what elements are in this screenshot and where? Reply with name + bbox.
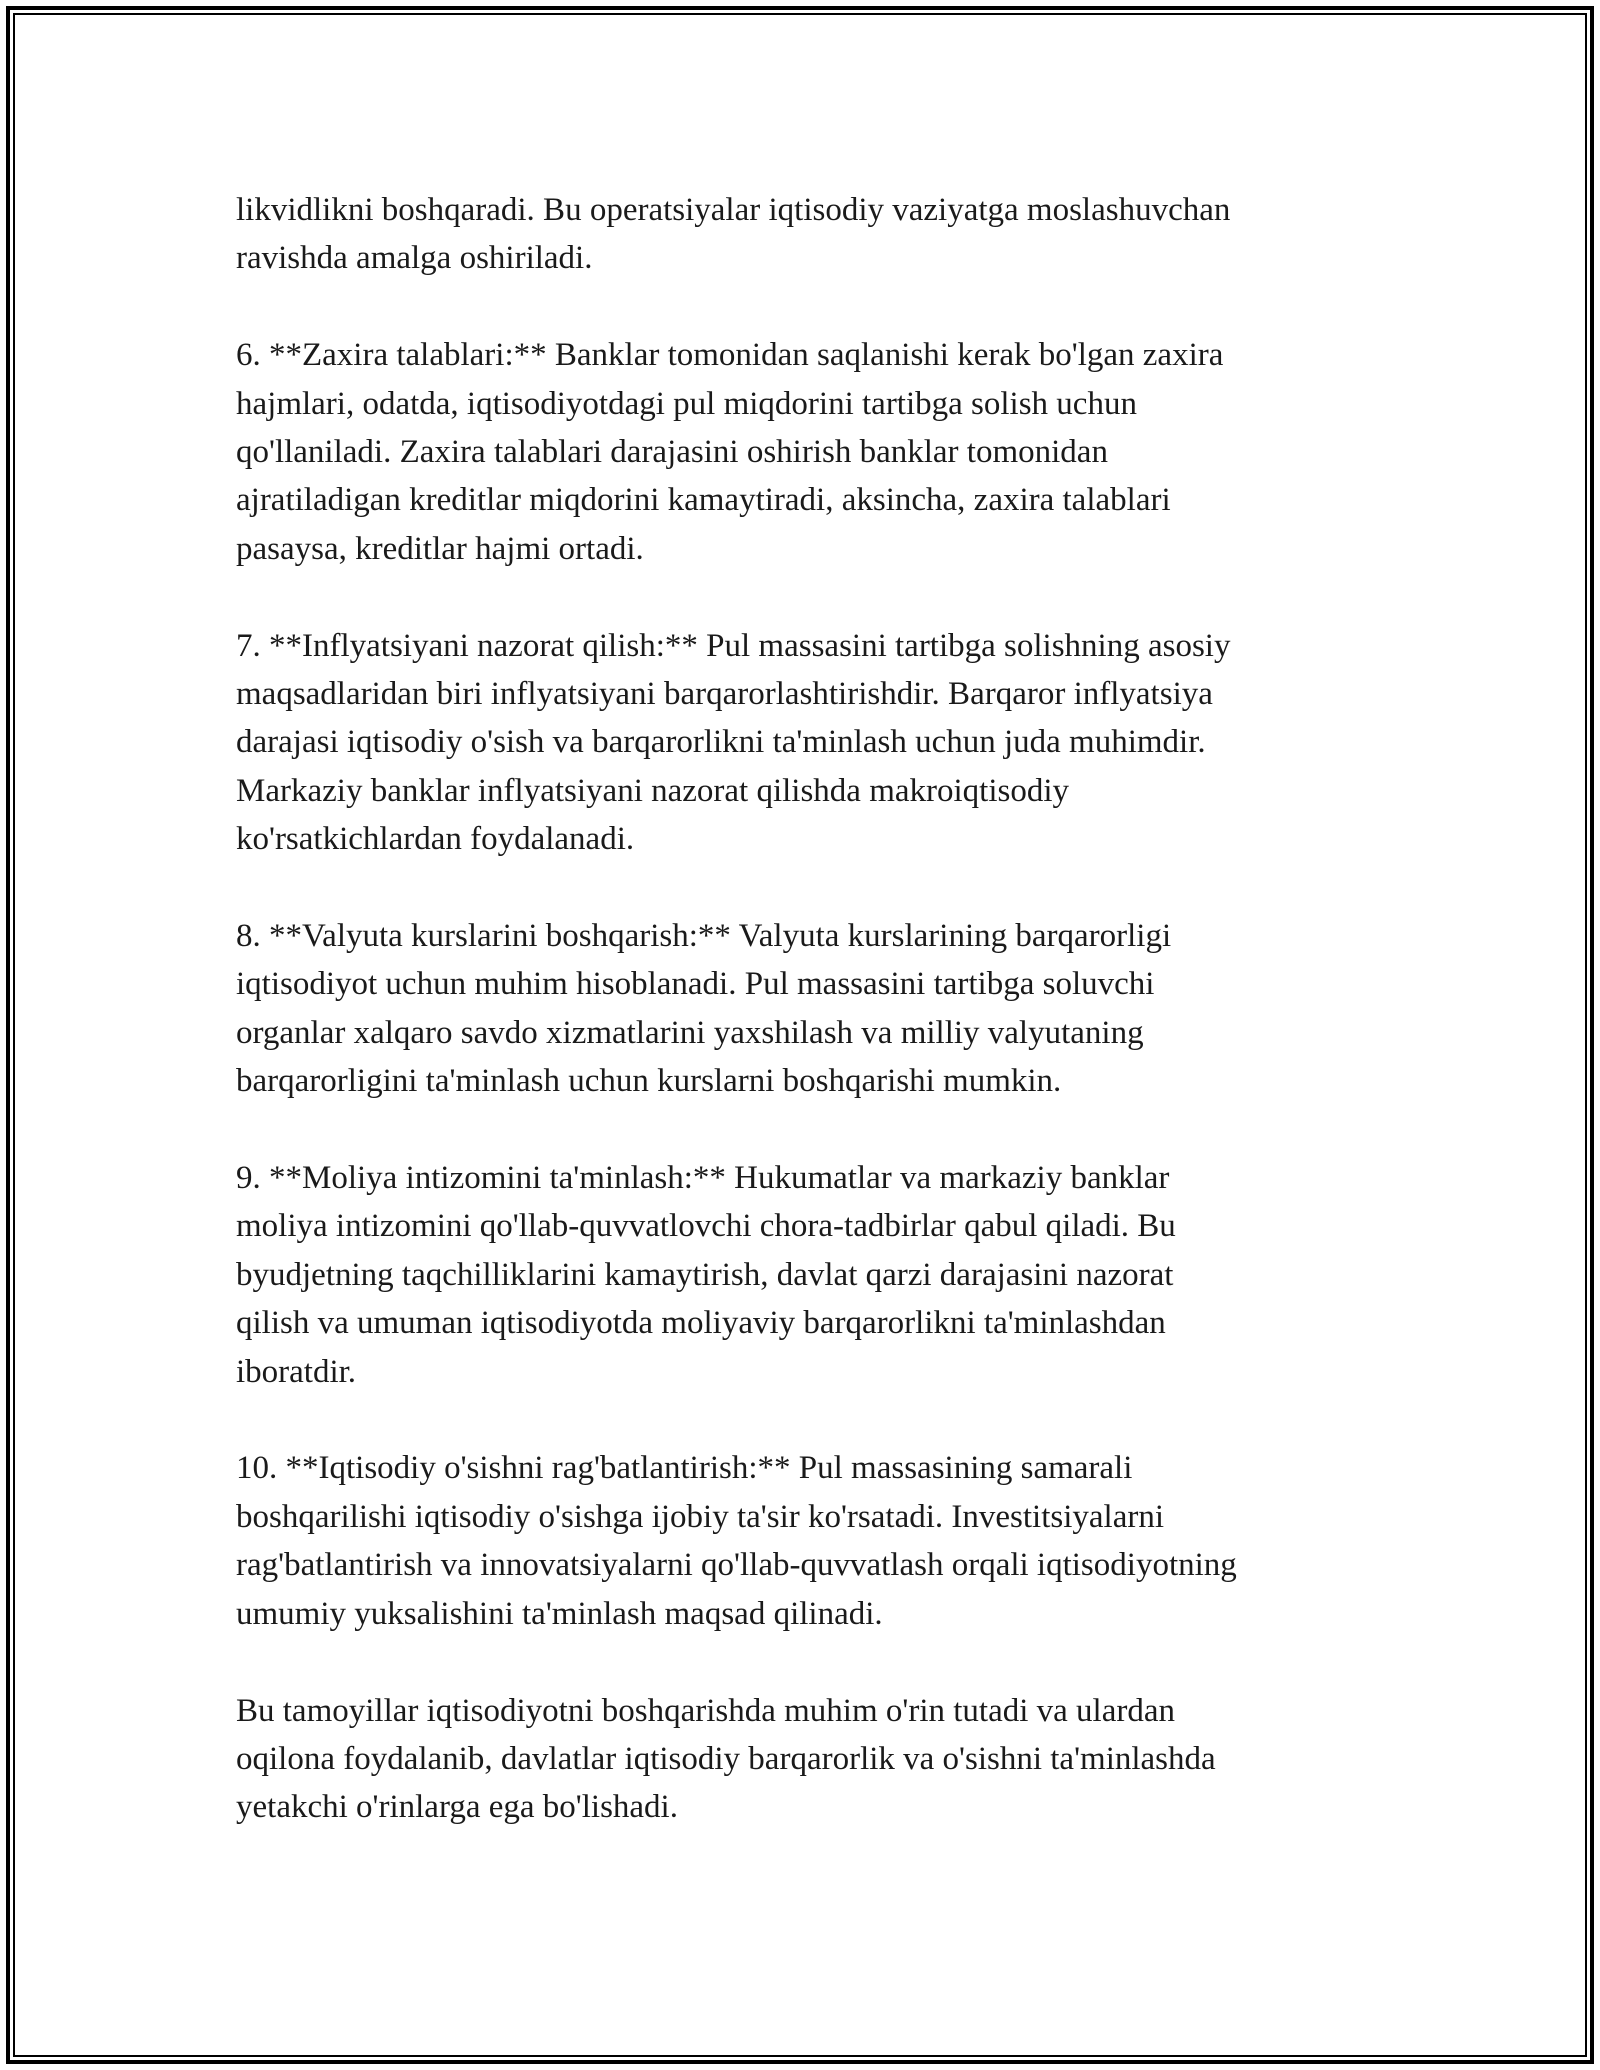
paragraph-item-6: 6. **Zaxira talablari:** Banklar tomonidan saqlanishi kerak bo'lgan zaxira hajmlari, odatda, iqtisodiyotdagi pul miqdorini tartibga solish uchun qo'llaniladi. Zaxira talablari darajasini oshirish banklar tomonidan ajratiladigan kreditlar miqdorini kamaytiradi, aksincha, zaxira talablari pasaysa, kreditlar hajmi ortadi. xyxy=(236,337,1224,567)
paragraph-item-9: 9. **Moliya intizomini ta'minlash:** Hukumatlar va markaziy banklar moliya intizomini qo'llab-quvvatlovchi chora-tadbirlar qabul qiladi. Bu byudjetning taqchilliklarini kamaytirish, davlat qarzi darajasini nazorat qilish va umuman iqtisodiyotda moliyaviy barqarorlikni ta'minlashdan iboratdir. xyxy=(236,1160,1176,1390)
document-body xyxy=(236,186,1376,1832)
paragraph-continuation: likvidlikni boshqaradi. Bu operatsiyalar iqtisodiy vaziyatga moslashuvchan ravishda amalga oshiriladi. xyxy=(236,192,1231,277)
paragraph-item-8: 8. **Valyuta kurslarini boshqarish:** Valyuta kurslarining barqarorligi iqtisodiyot uchun muhim hisoblanadi. Pul massasini tartibga soluvchi organlar xalqaro savdo xizmatlarini yaxshilash va milliy valyutaning barqarorligini ta'minlash uchun kurslarni boshqarishi mumkin. xyxy=(236,918,1172,1100)
paragraph-conclusion: Bu tamoyillar iqtisodiyotni boshqarishda muhim o'rin tutadi va ulardan oqilona foydalanib, davlatlar iqtisodiy barqarorlik va o'sishni ta'minlashda yetakchi o'rinlarga ega bo'lishadi. xyxy=(236,1692,1216,1826)
paragraph-item-7: 7. **Inflyatsiyani nazorat qilish:** Pul massasini tartibga solishning asosiy maqsadlaridan biri inflyatsiyani barqarorlashtirishdir. Barqaror inflyatsiya darajasi iqtisodiy o'sish va barqarorlikni ta'minlash uchun juda muhimdir. Markaziy banklar inflyatsiyani nazorat qilishda makroiqtisodiy ko'rsatkichlardan foydalanadi. xyxy=(236,627,1231,858)
paragraph-item-10: 10. **Iqtisodiy o'sishni rag'batlantirish:** Pul massasining samarali boshqarilishi iqtisodiy o'sishga ijobiy ta'sir ko'rsatadi. Investitsiyalarni rag'batlantirish va innovatsiyalarni qo'llab-quvvatlash orqali iqtisodiyotning umumiy yuksalishini ta'minlash maqsad qilinadi. xyxy=(236,1450,1237,1632)
